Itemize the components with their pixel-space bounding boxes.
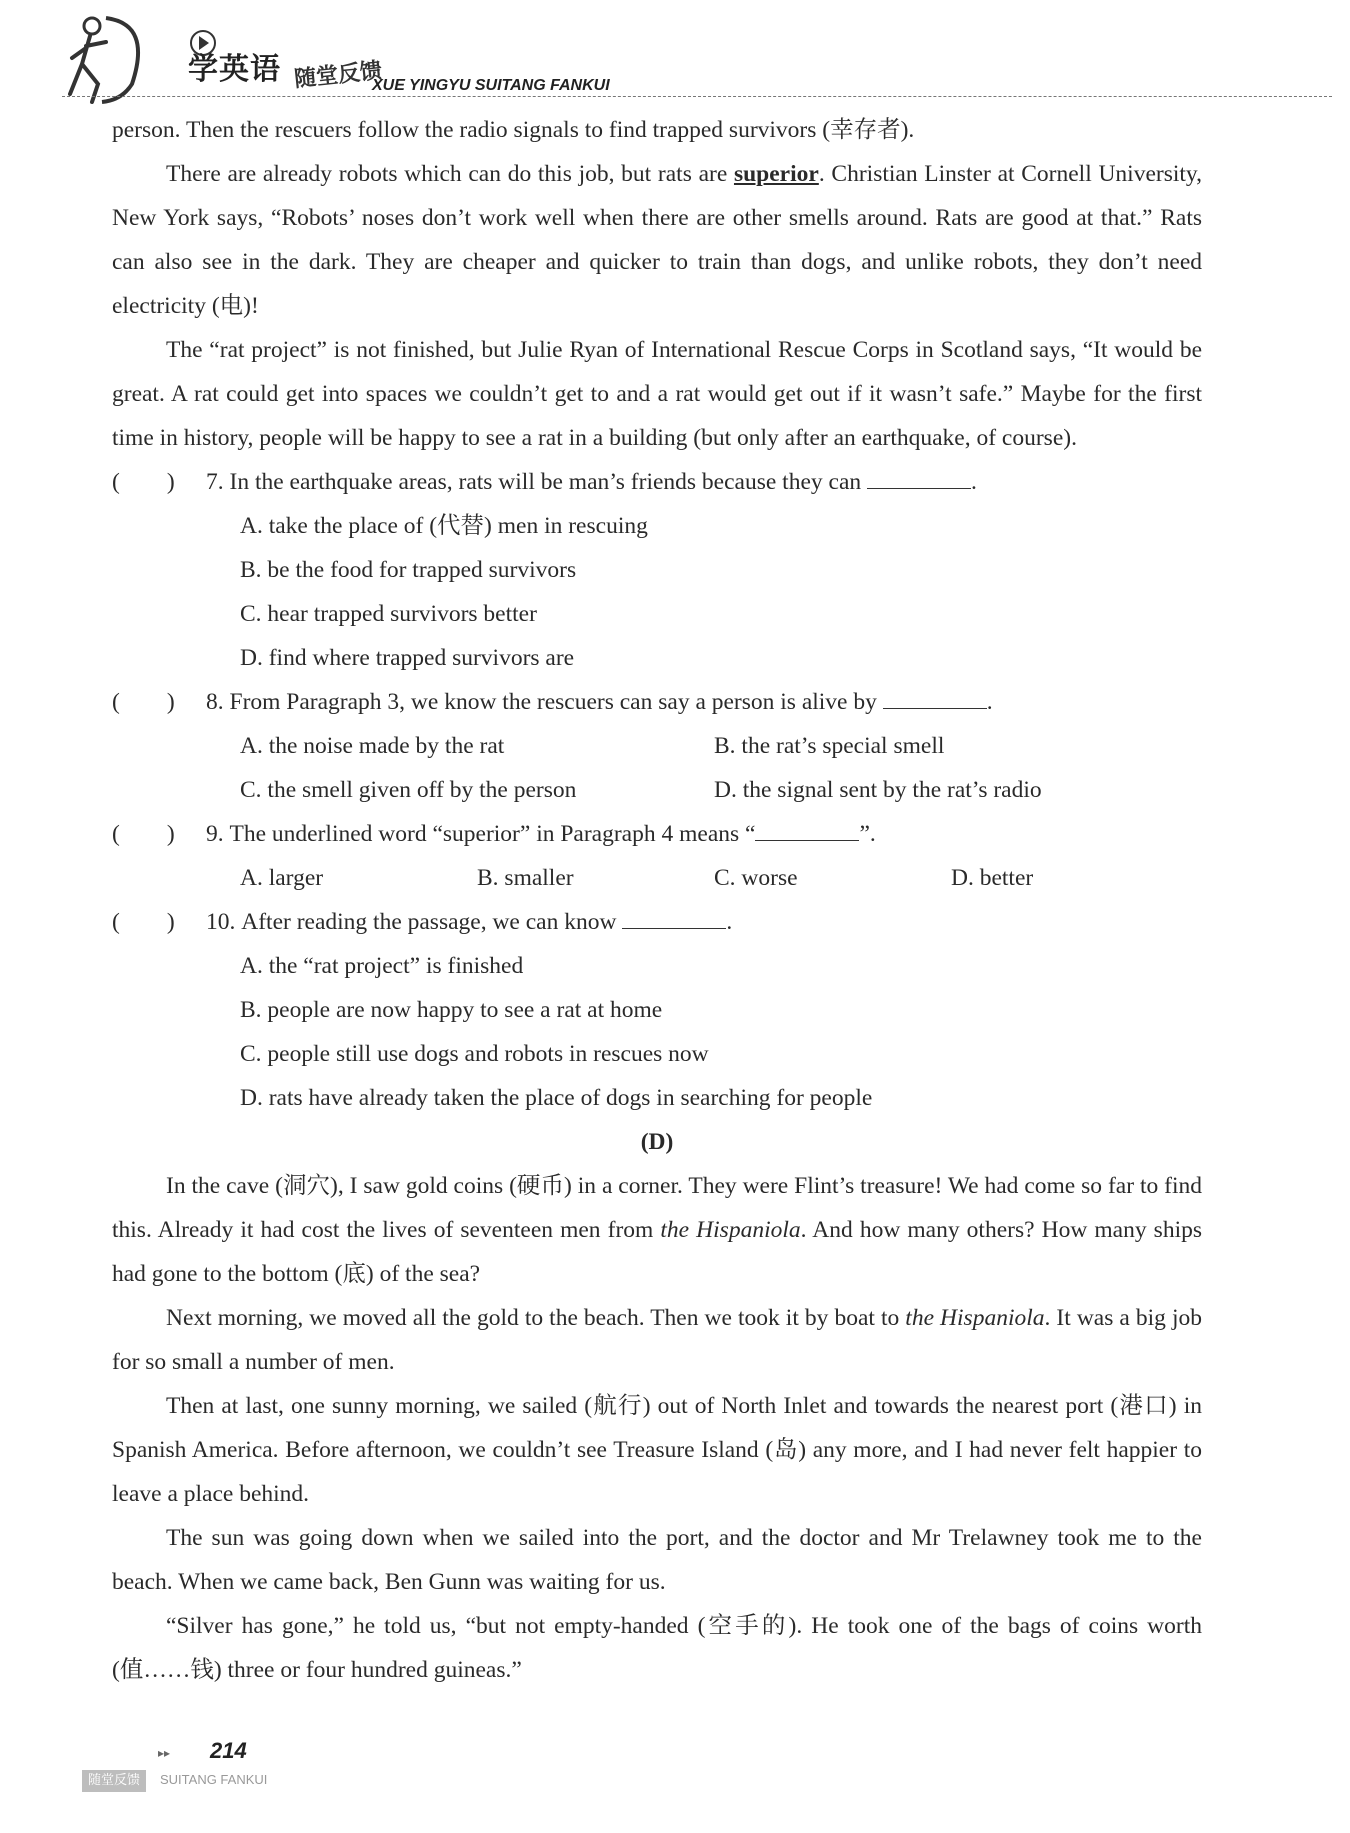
option-b: B. people are now happy to see a rat at home: [240, 997, 663, 1023]
option-b: B. smaller: [477, 865, 574, 891]
ship-name: the Hispaniola: [905, 1305, 1045, 1331]
footer-tag: 随堂反馈: [82, 1770, 146, 1792]
option-d: D. better: [951, 865, 1034, 891]
option-a: A. larger: [240, 865, 324, 891]
arrow-icon: ▸▸: [158, 1746, 171, 1760]
option-a: A. the noise made by the rat: [240, 733, 505, 759]
header-en-title: XUE YINGYU SUITANG FANKUI: [372, 77, 610, 94]
option-d: D. rats have already taken the place of dogs in searching for people: [240, 1085, 873, 1111]
page-content: [112, 108, 1202, 1692]
option-c: C. hear trapped survivors better: [240, 601, 537, 627]
page-number: 214: [210, 1738, 247, 1763]
header-cn-title: 学英语: [188, 52, 281, 87]
option-c: C. the smell given off by the person: [240, 777, 577, 803]
passage-c-paragraph: The “rat project” is not finished, but Julie Ryan of International Rescue Corps in Scotland says, “It would be great. A rat could get into spaces we couldn’t get to and a rat would get out if it wasn’t safe.” Maybe for the first time in history, people will be happy to see a rat in a building (but only after an earthquake, of course).: [112, 337, 1202, 451]
answer-blank: [867, 466, 971, 489]
page-header: [62, 14, 642, 104]
answer-bracket: ( ): [112, 469, 175, 495]
answer-blank: [755, 818, 859, 841]
passage-d-paragraph: In the cave (洞穴), I saw gold coins (硬币) in a corner. They were Flint’s treasure! We had come so far to find this. Already it had cost the lives of seventeen men from the Hispaniola. And how many others? How many ships had gone to the bottom (底) of the sea?: [112, 1173, 1202, 1287]
answer-bracket: ( ): [112, 821, 175, 847]
passage-d-paragraph: “Silver has gone,” he told us, “but not empty-handed (空手的). He took one of the bags of coins worth (值……钱) three or four hundred guineas.”: [112, 1613, 1202, 1683]
question-8: ( ) 8. From Paragraph 3, we know the rescuers can say a person is alive by .: [112, 680, 1202, 724]
option-d: D. the signal sent by the rat’s radio: [714, 777, 1042, 803]
section-heading: (D): [640, 1129, 674, 1155]
option-b: B. the rat’s special smell: [714, 733, 945, 759]
option-a: A. take the place of (代替) men in rescuing: [240, 513, 648, 539]
options-row: [112, 856, 1202, 900]
passage-c-paragraph: person. Then the rescuers follow the radio signals to find trapped survivors (幸存者).: [112, 117, 915, 143]
question-10: ( ) 10. After reading the passage, we can know .: [112, 900, 1202, 944]
answer-bracket: ( ): [112, 909, 175, 935]
option-c: C. worse: [714, 865, 798, 891]
footer-en-label: SUITANG FANKUI: [160, 1772, 268, 1787]
passage-c-paragraph: There are already robots which can do this job, but rats are superior. Christian Linster at Cornell University, New York says, “Robots’ noses don’t work well when there are other smells around. Rats are good at that.” Rats can also see in the dark. They are cheaper and quicker to train than dogs, and unlike robots, they don’t need electricity (电)!: [112, 161, 1202, 319]
runner-logo-icon: [62, 14, 162, 104]
option-d: D. find where trapped survivors are: [240, 645, 575, 671]
passage-d-paragraph: Then at last, one sunny morning, we sailed (航行) out of North Inlet and towards the nearest port (港口) in Spanish America. Before afternoon, we couldn’t see Treasure Island (岛) any more, and I had never felt happier to leave a place behind.: [112, 1393, 1202, 1507]
options-ab: [112, 724, 1202, 768]
option-a: A. the “rat project” is finished: [240, 953, 524, 979]
question-9: ( ) 9. The underlined word “superior” in Paragraph 4 means “ ”.: [112, 812, 1202, 856]
answer-bracket: ( ): [112, 689, 175, 715]
header-divider: [62, 96, 1332, 97]
option-c: C. people still use dogs and robots in rescues now: [240, 1041, 709, 1067]
header-cn-subtitle: 随堂反馈: [293, 58, 384, 93]
underlined-word: superior: [733, 161, 819, 187]
answer-blank: [883, 686, 987, 709]
passage-d-paragraph: Next morning, we moved all the gold to the beach. Then we took it by boat to the Hispaniola. It was a big job for so small a number of men.: [112, 1305, 1203, 1375]
answer-blank: [622, 906, 726, 929]
option-b: B. be the food for trapped survivors: [240, 557, 577, 583]
options-cd: [112, 768, 1202, 812]
ship-name: the Hispaniola: [660, 1217, 801, 1243]
passage-d-paragraph: The sun was going down when we sailed into the port, and the doctor and Mr Trelawney took me to the beach. When we came back, Ben Gunn was waiting for us.: [112, 1525, 1202, 1595]
question-7: ( ) 7. In the earthquake areas, rats will be man’s friends because they can .: [112, 460, 1202, 504]
